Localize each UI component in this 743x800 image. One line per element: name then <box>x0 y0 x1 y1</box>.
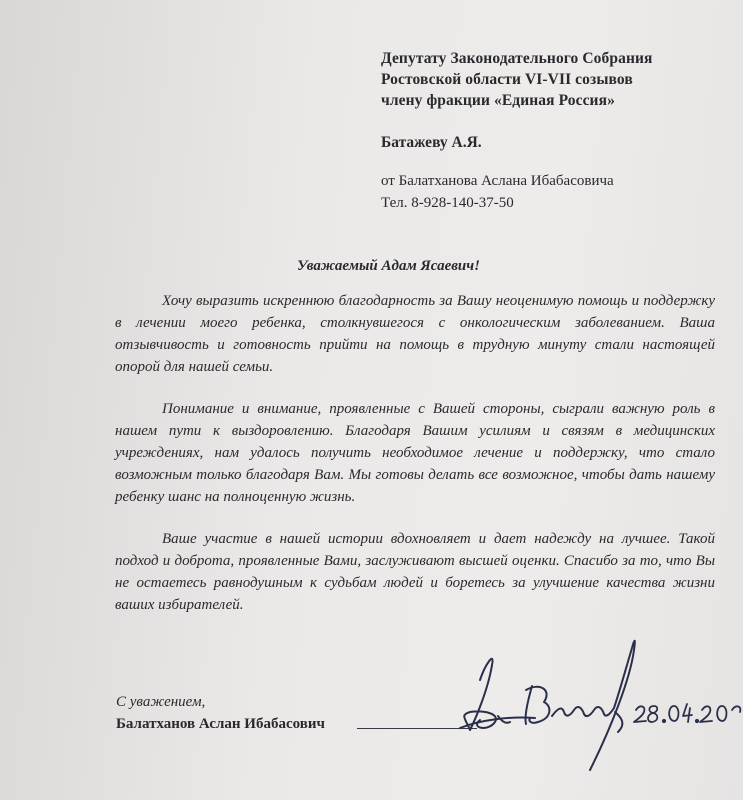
body-paragraph-3: Ваше участие в нашей истории вдохновляет и дает надежду на лучшее. Такой подход и доброта, проявленные Вами, заслуживают высшей оценки. Спасибо за то, что Вы не остаетесь равнодушным к судьбам людей и боретесь за улучшение качества жизни ваших избирателей. <box>115 531 715 613</box>
addressee-line-1: Депутату Законодательного Собрания <box>381 50 653 67</box>
sender-from-line: от Балатханова Аслана Ибабасовича <box>381 173 614 189</box>
body-paragraph-1: Хочу выразить искреннюю благодарность за Вашу неоценимую помощь и поддержку в лечении моего ребенка, столкнувшегося с онкологическим заболеванием. Ваша отзывчивость и готовность прийти на помощь в трудную минуту стали настоящей опорой для нашей семьи. <box>115 293 715 375</box>
sender-block <box>381 170 614 214</box>
letter-closing: С уважением, <box>116 694 206 710</box>
addressee-line-3: члену фракции «Единая Россия» <box>381 92 615 109</box>
addressee-block <box>381 48 653 111</box>
letter-body <box>115 290 715 636</box>
addressee-line-2: Ростовской области VI-VII созывов <box>381 71 633 88</box>
signer-name: Балатханов Аслан Ибабасович <box>116 716 325 732</box>
sender-phone-line: Тел. 8-928-140-37-50 <box>381 195 514 211</box>
handwritten-signature <box>440 620 743 780</box>
addressee-name: Батажеву А.Я. <box>381 134 482 151</box>
letter-greeting: Уважаемый Адам Ясаевич! <box>297 258 480 274</box>
body-paragraph-2: Понимание и внимание, проявленные с Вашей стороны, сыграли важную роль в нашем пути к выздоровлению. Благодаря Вашим усилиям и связям в медицинских учреждениях, нам удалось получить необходимое лечение и поддержку, что стало возможным только благодаря Вам. Мы готовы делать все возможное, чтобы дать нашему ребенку шанс на полноценную жизнь. <box>115 401 715 505</box>
